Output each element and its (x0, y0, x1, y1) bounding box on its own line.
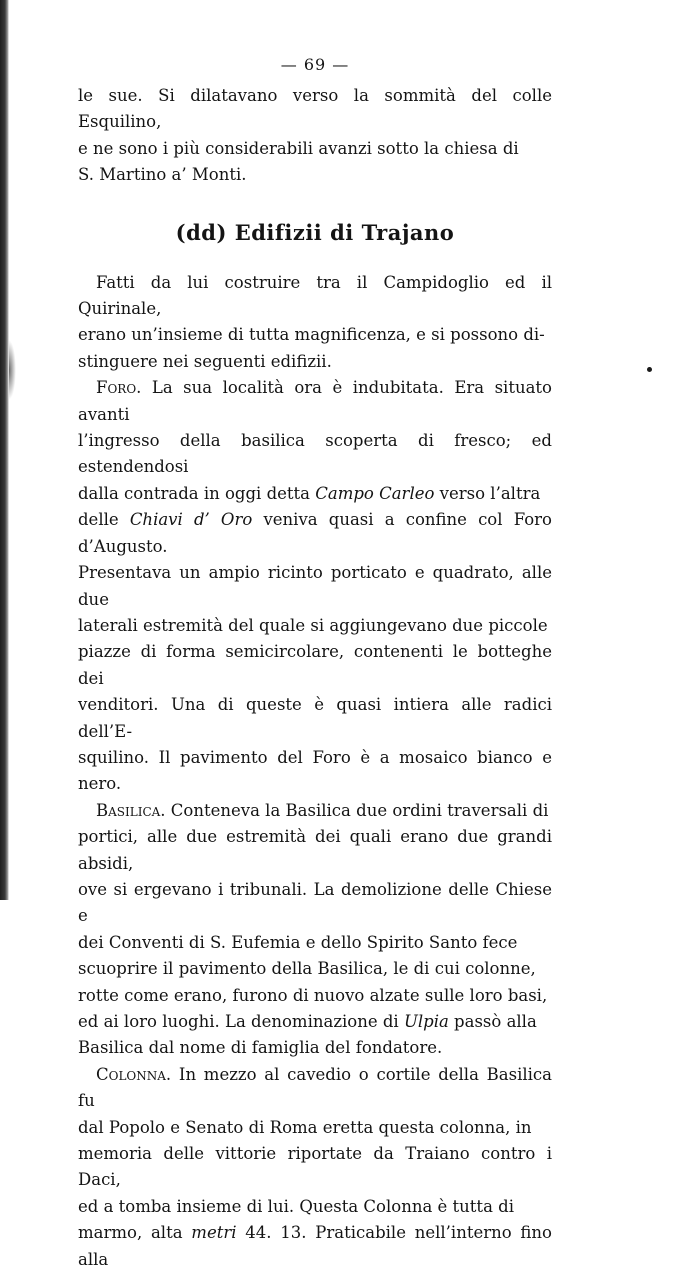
text-line: piazze di forma semicircolare, contenenti le botteghe dei (78, 642, 552, 688)
colonna-label: Colonna. (96, 1064, 172, 1084)
ink-dot (647, 367, 652, 372)
text-span: La sua località ora è indubitata. Era situato avanti (78, 378, 552, 424)
text-line: le sue. Si dilatavano verso la sommità del colle Esquilino, (78, 86, 552, 132)
text-span: In mezzo al cavedio o cortile della Basilica fu (78, 1064, 552, 1111)
italic-place-name: Chiavi d’ Oro (129, 510, 253, 530)
book-page (78, 55, 552, 1273)
text-line: e ne sono i più considerabili avanzi sotto la chiesa di (78, 138, 519, 158)
text-span: verso l’altra (434, 483, 541, 503)
text-line: Fatti da lui costruire tra il Campidoglio ed il Quirinale, (78, 272, 552, 319)
intro-paragraph (78, 83, 552, 189)
text-span: Conteneva la Basilica due ordini traversali di (165, 800, 549, 820)
italic-term: Ulpia (403, 1012, 449, 1031)
text-line: squilino. Il pavimento del Foro è a mosaico bianco e nero. (78, 747, 552, 794)
text-line: rotte come erano, furono di nuovo alzate sulle loro basi, (78, 985, 548, 1005)
text-line: stinguere nei seguenti edifizii. (78, 351, 332, 371)
page-number: — 69 — (280, 55, 350, 74)
text-line (78, 375, 552, 428)
paragraph-intro-trajano (78, 270, 552, 376)
paragraph-basilica (78, 798, 552, 1062)
text-line: portici, alle due estremità dei quali erano due grandi absidi, (78, 827, 552, 873)
paragraph-colonna (78, 1062, 552, 1273)
scan-smudge (9, 340, 16, 400)
italic-place-name: Campo Carleo (315, 483, 435, 503)
text-span: delle (78, 510, 130, 530)
section-heading: (dd) Edifizii di Trajano (175, 219, 455, 245)
text-line: venditori. Una di queste è quasi intiera alle radici dell’E- (78, 695, 552, 741)
text-line: dal Popolo e Senato di Roma eretta questa colonna, in (78, 1117, 532, 1137)
text-line: l’ingresso della basilica scoperta di fresco; ed estendendosi (78, 431, 552, 477)
paragraph-foro (78, 375, 552, 798)
scan-border (0, 0, 9, 900)
text-line: dei Conventi di S. Eufemia e dello Spirito Santo fece (78, 932, 518, 952)
text-line (78, 481, 552, 507)
text-line (78, 1009, 552, 1035)
text-line: memoria delle vittorie riportate da Traiano contro i Daci, (78, 1144, 552, 1190)
text-line (78, 798, 552, 824)
text-line (78, 1220, 552, 1273)
text-span: passò alla (448, 1012, 537, 1031)
foro-label: Foro. (96, 378, 142, 398)
text-span: marmo, alta (78, 1223, 192, 1243)
text-line: scuoprire il pavimento della Basilica, le di cui colonne, (78, 959, 536, 979)
text-line: Presentava un ampio ricinto porticato e quadrato, alle due (78, 563, 552, 609)
text-line: ed a tomba insieme di lui. Questa Colonna è tutta di (78, 1196, 514, 1216)
text-line: laterali estremità del quale si aggiungevano due piccole (78, 615, 548, 635)
basilica-label: Basilica. (96, 800, 166, 820)
text-line: ove si ergevano i tribunali. La demolizione delle Chiese e (78, 879, 552, 926)
text-line (78, 1062, 552, 1115)
italic-term: metri (191, 1223, 237, 1243)
text-line (78, 507, 552, 560)
text-line: S. Martino a’ Monti. (78, 165, 247, 185)
text-span: ed ai loro luoghi. La denominazione di (78, 1012, 404, 1031)
text-span: veniva quasi a confine col Foro d’Augusto. (78, 510, 552, 556)
text-line: erano un’insieme di tutta magnificenza, e si possono di- (78, 325, 545, 345)
text-span: dalla contrada in oggi detta (78, 483, 316, 503)
text-span: 44. 13. Praticabile nell’interno fino alla (78, 1223, 552, 1269)
text-line: Basilica dal nome di famiglia del fondatore. (78, 1038, 443, 1058)
